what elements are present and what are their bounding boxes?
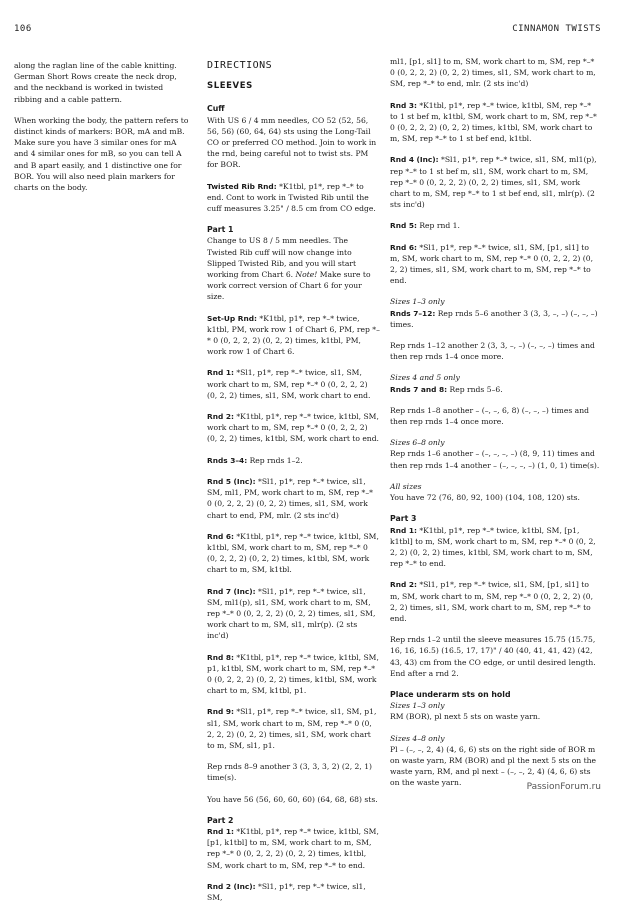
instruction-row (207, 652, 380, 697)
row-text: Rep rnd 1. (416, 221, 460, 231)
row-label: Rnd 2: (390, 580, 417, 590)
row-label: Rnds 7 and 8: (390, 384, 448, 394)
row-label: Rnd 6: (207, 531, 234, 541)
page-number: 106 (14, 24, 32, 34)
underarm-heading: Place underarm sts on hold (390, 689, 511, 699)
row-text: *Sl1, p1*, rep *–* twice, sl1, SM, [p1, sl1] to m, SM, work chart to m, SM, rep *–* 0 (0, 2, 2, 2) (0, 2, 2) times, sl1, SM, work chart to m, SM, rep *–* to end. (390, 242, 593, 286)
row-label: Rnd 9: (207, 707, 234, 717)
twisted-rib-instruction (207, 181, 380, 215)
row-label: Rnd 2: (207, 412, 234, 422)
row-text: *K1tbl, p1*, rep *–* twice, k1tbl, SM, rep *–* to 1 st bef m, k1tbl, SM, work chart to m, SM, rep *–* 0 (0, 2, 2, 2) (0, 2, 2) times, k1tbl, SM, work chart to m, SM, rep *–* to 1 st bef end, k1tbl. (390, 100, 597, 144)
row-label: Rnd 5 (Inc): (207, 476, 256, 486)
row-text: Rep rnds 5–6. (447, 384, 503, 394)
note-text: Make sure to work correct version of Chart 6 for your size. (207, 270, 371, 302)
row-label: Rnd 4 (Inc): (390, 155, 439, 165)
cuff-text: With US 6 / 4 mm needles, CO 52 (52, 56, 56, 56) (60, 64, 64) sts using the Long-Tail CO or preferred CO method. Join to work in the rnd, being careful not to twist sts. PM for BOR. (207, 115, 377, 170)
sizes-label: Sizes 6–8 only (390, 438, 445, 448)
row-label: Rnd 1: (207, 368, 234, 378)
row-text: *K1tbl, p1*, rep *–* twice, k1tbl, SM, [p1, k1tbl] to m, SM, work chart to m, SM, rep *–* 0 (0, 2, 2, 2) (0, 2, 2) times, k1tbl, SM, work chart to m, SM, rep *–* to end. (207, 826, 379, 870)
continued-text: ml1, [p1, sl1] to m, SM, work chart to m, SM, rep *–* 0 (0, 2, 2, 2) (0, 2, 2) times, sl1, SM, work chart to m, SM, rep *–* to end, mlr. (2 sts inc'd) (390, 57, 596, 89)
cuff-heading: Cuff (207, 104, 225, 114)
intro-paragraph: When working the body, the pattern refers to distinct kinds of markers: BOR, mA and mB. Make sure you have 3 similar ones for mA and 4 similar ones for mB, so you can tell A and B apart easily, and 1 distinctive one for BOR. You will also need plain markers for charts on the body. (14, 115, 189, 193)
part3-heading: Part 3 (390, 514, 417, 524)
row-text: *K1tbl, p1*, rep *–* twice, k1tbl, SM, p1, k1tbl, SM, work chart to m, SM, rep *–* 0 (0, 2, 2, 2) (0, 2, 2) times, k1tbl, SM, work chart to m, SM, k1tbl, p1. (207, 652, 379, 696)
instruction-row (207, 586, 380, 642)
row-text: *K1tbl, p1*, rep *–* to end. Cont to work in Twisted Rib until the cuff measures 3.25" / 8.5 cm from CO edge. (207, 181, 376, 214)
instruction-row (207, 881, 380, 903)
instruction-row (207, 476, 380, 521)
part1-heading: Part 1 (207, 225, 234, 235)
instruction-row (207, 367, 380, 401)
instruction-row (390, 154, 600, 210)
sizes-label: Sizes 1–3 only (390, 701, 445, 711)
row-text: *Sl1, p1*, rep *–* twice, sl1, SM, (207, 881, 366, 902)
row-label: Rnds 3–4: (207, 455, 248, 465)
note-label: Note! (295, 270, 318, 280)
instruction-row (390, 384, 600, 395)
row-label: Twisted Rib Rnd: (207, 181, 277, 191)
instruction-row (207, 411, 380, 445)
row-label: Rnd 1: (390, 525, 417, 535)
row-text: *Sl1, p1*, rep *–* twice, sl1, SM, work chart to m, SM, rep *–* 0 (0, 2, 2, 2) (0, 2, 2) times, sl1, SM, work chart to end. (207, 368, 371, 400)
row-label: Rnd 1: (207, 826, 234, 836)
repeat-text: Rep rnds 8–9 another 3 (3, 3, 3, 2) (2, 2, 1) time(s). (207, 762, 372, 783)
instruction-row (390, 100, 600, 145)
instruction-row (390, 525, 600, 570)
stitch-total: You have 72 (76, 80, 92, 100) (104, 108, 120) sts. (390, 493, 580, 503)
row-label: Set-Up Rnd: (207, 313, 257, 323)
intro-column (14, 60, 192, 203)
row-label: Rnd 7 (Inc): (207, 586, 256, 596)
instruction-row (207, 313, 380, 358)
intro-paragraph: along the raglan line of the cable knitting. German Short Rows create the neck drop, and the neckband is worked in twisted ribbing and a cable pattern. (14, 61, 177, 104)
sizes-label: Sizes 1–3 only (390, 297, 445, 307)
instruction-row (390, 579, 600, 624)
instruction-row (390, 308, 600, 330)
part2-heading: Part 2 (207, 815, 234, 825)
instruction-row (207, 455, 380, 466)
instruction-row (207, 531, 380, 576)
part1-intro (207, 235, 380, 302)
row-label: Rnd 5: (390, 221, 417, 231)
instruction-row (390, 242, 600, 287)
instruction-row (390, 220, 600, 231)
row-text: *K1tbl, p1*, rep *–* twice, k1tbl, PM, work row 1 of Chart 6, PM, rep *–* 0 (0, 2, 2, 2) (0, 2, 2) times, k1tbl, PM, work row 1 of Chart 6. (207, 313, 380, 357)
instruction-row (207, 706, 380, 751)
sizes-text: Pl – (–, –, 2, 4) (4, 6, 6) sts on the right side of BOR m on waste yarn, RM (BOR) and pl the next 5 sts on the waste yarn, RM, and pl next – (–, –, 2, 4) (4, 6, 6) sts on the waste yarn. (390, 744, 597, 788)
watermark: PassionForum.ru (526, 782, 601, 792)
row-label: Rnd 2 (Inc): (207, 881, 256, 891)
sizes-label: Sizes 4 and 5 only (390, 373, 460, 383)
row-text: *Sl1, p1*, rep *–* twice, sl1, SM, ml1(p), sl1, SM, work chart to m, SM, rep *–* 0 (0, 2, 2, 2) (0, 2, 2) times, sl1, SM, work chart to m, SM, sl1, mlr(p). (2 sts inc'd) (207, 586, 376, 641)
sizes-text: RM (BOR), pl next 5 sts on waste yarn. (390, 712, 541, 722)
row-text: *Sl1, p1*, rep *–* twice, sl1, SM, p1, sl1, SM, work chart to m, SM, rep *–* 0 (0, 2, 2, 2) (0, 2, 2) times, sl1, SM, work chart to m, SM, sl1, p1. (207, 707, 377, 750)
instruction-row (207, 826, 380, 871)
continuation-column (390, 56, 600, 799)
directions-column (207, 60, 380, 913)
row-label: Rnd 8: (207, 652, 234, 662)
row-text: *Sl1, p1*, rep *–* twice, sl1, SM, [p1, sl1] to m, SM, work chart to m, SM, rep *–* 0 (0, 2, 2, 2) (0, 2, 2) times, sl1, SM, work chart to m, SM, rep *–* to end. (390, 580, 593, 623)
sizes-text: Rep rnds 1–6 another – (–, –, –, –) (8, 9, 11) times and then rep rnds 1–4 another – (–, –, –, –) (1, 0, 1) time(s). (390, 449, 600, 470)
stitch-total: You have 56 (56, 60, 60, 60) (64, 68, 68) sts. (207, 794, 378, 804)
sizes-text: Rep rnds 1–12 another 2 (3, 3, –, –) (–, –, –) times and then rep rnds 1–4 once more. (390, 341, 595, 362)
part3-text: Rep rnds 1–2 until the sleeve measures 15.75 (15.75, 16, 16, 16.5) (16.5, 17, 17)" / 40 (40, 41, 41, 42) (42, 43, 43) cm from the CO edge, or until desired length. End after a rnd 2. (390, 635, 596, 678)
row-label: Rnd 3: (390, 100, 417, 110)
directions-heading: DIRECTIONS (207, 60, 273, 71)
row-text: Rep rnds 5–6 another 3 (3, 3, –, –) (–, –, –) times. (390, 308, 598, 329)
sizes-text: Rep rnds 1–8 another – (–, –, 6, 8) (–, –, –) times and then rep rnds 1–4 once more. (390, 405, 589, 427)
row-label: Rnd 6: (390, 242, 417, 252)
part1-intro-text: Change to US 8 / 5 mm needles. The Twisted Rib cuff will now change into Slipped Twisted Rib, and you will start working from Chart 6. (207, 236, 357, 280)
row-text: *K1tbl, p1*, rep *–* twice, k1tbl, SM, work chart to m, SM, rep *–* 0 (0, 2, 2, 2) (0, 2, 2) times, k1tbl, SM, work chart to end. (207, 412, 379, 444)
row-text: *Sl1, p1*, rep *–* twice, sl1, SM, ml1(p), rep *–* to 1 st bef m, sl1, SM, work chart to m, SM, rep *–* 0 (0, 2, 2, 2) (0, 2, 2) times, sl1, SM, work chart to m, SM, rep *–* to 1 st bef end, sl1, mlr(p). (2 sts inc'd) (390, 155, 597, 210)
sizes-label: All sizes (390, 481, 422, 491)
row-text: *K1tbl, p1*, rep *–* twice, k1tbl, SM, k1tbl, SM, work chart to m, SM, rep *–* 0 (0, 2, 2, 2) (0, 2, 2) times, k1tbl, SM, work chart to m, SM, k1tbl. (207, 531, 379, 575)
row-text: *Sl1, p1*, rep *–* twice, sl1, SM, ml1, PM, work chart to m, SM, rep *–* 0 (0, 2, 2, 2) (0, 2, 2) times, sl1, SM, work chart to end, PM, mlr. (2 sts inc'd) (207, 476, 373, 520)
row-text: *K1tbl, p1*, rep *–* twice, k1tbl, SM, [p1, k1tbl] to m, SM, work chart to m, SM, rep *–* 0 (0, 2, 2, 2) (0, 2, 2) times, k1tbl, SM, work chart to m, SM, rep *–* to end. (390, 525, 596, 569)
sizes-label: Sizes 4–8 only (390, 733, 445, 743)
running-header: CINNAMON TWISTS (512, 24, 601, 34)
sleeves-heading: SLEEVES (207, 81, 253, 92)
row-label: Rnds 7–12: (390, 308, 436, 318)
row-text: Rep rnds 1–2. (247, 455, 303, 465)
